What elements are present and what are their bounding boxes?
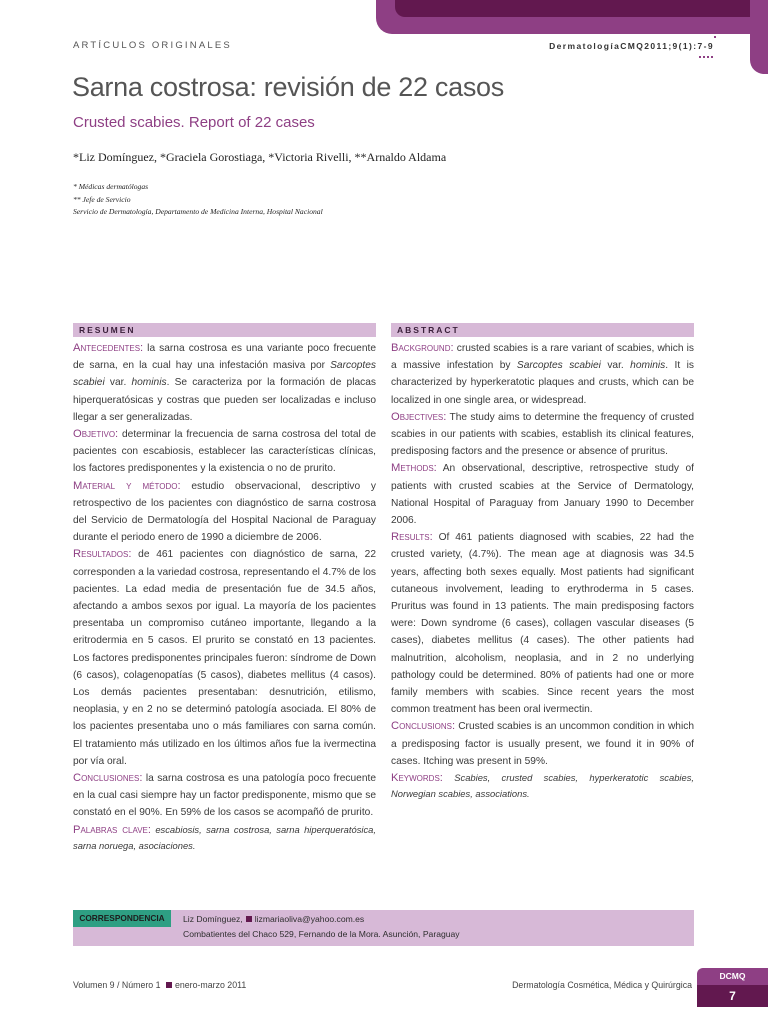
section-heading: Material y método: — [73, 479, 181, 492]
abstract-column — [391, 340, 694, 801]
resumen-column — [73, 340, 376, 853]
paragraph-text: crusted scabies is a rare variant of scabies, which is a massive infestation by — [391, 343, 694, 372]
journal-badge: DCMQ — [697, 968, 768, 985]
paragraph-text: Crusted scabies is an uncommon condition in which a predisposing factor is usually present, we found it in 90% of cases. Itching was present in 59%. — [391, 721, 694, 767]
resumen-metodo — [73, 478, 376, 547]
footer-issue — [73, 980, 246, 990]
paragraph-text: var. — [600, 360, 631, 372]
page-number: 7 — [697, 985, 768, 1007]
paragraph-text: la sarna costrosa es una variante poco frecuente de sarna, en la cual hay una infestación masiva por — [73, 343, 376, 372]
resumen-antecedentes — [73, 340, 376, 426]
paragraph-text: . It is characterized by hyperkeratotic plaques and crusts, which can be localized in one single area, or widespread. — [391, 360, 694, 406]
article-title: Sarna costrosa: revisión de 22 casos — [72, 72, 504, 102]
dotted-rule-vertical — [713, 20, 717, 40]
abstract-objectives — [391, 409, 694, 461]
correspondence-address: Combatientes del Chaco 529, Fernando de la Mora. Asunción, Paraguay — [183, 929, 460, 939]
resumen-resultados — [73, 546, 376, 770]
abstract-conclusions — [391, 718, 694, 770]
footer-period: enero-marzo 2011 — [174, 980, 247, 990]
resumen-conclusiones — [73, 770, 376, 822]
paragraph-text: estudio observacional, descriptivo y retrospectivo de los pacientes con diagnóstico de sarna costrosa del Servicio de Dermatología del Hospital Nacional de Paraguay durante el periodo enero de 1990 a diciembre de 2006. — [73, 480, 376, 544]
dotted-rule-horizontal — [699, 45, 715, 63]
species-name: Sarcoptes scabiei — [73, 360, 376, 389]
species-name: Sarcoptes scabiei — [516, 360, 601, 372]
correspondence-label: CORRESPONDENCIA — [73, 910, 171, 927]
correspondence-name: Liz Domínguez, — [183, 914, 243, 924]
footer-journal: Dermatología Cosmética, Médica y Quirúrgica — [512, 980, 692, 990]
resumen-palabras-clave — [73, 822, 376, 853]
abstract-methods — [391, 460, 694, 529]
correspondence-details — [183, 912, 460, 942]
affiliation-line: ** Jefe de Servicio — [73, 194, 131, 204]
affiliations — [73, 181, 473, 219]
paragraph-text: var. — [104, 377, 132, 389]
abstract-results — [391, 529, 694, 718]
section-heading: Antecedentes: — [73, 342, 144, 354]
author-list: *Liz Domínguez, *Graciela Gorostiaga, *Victoria Rivelli, **Arnaldo Aldama — [73, 150, 447, 164]
section-label: ARTÍCULOS ORIGINALES — [73, 40, 232, 51]
paragraph-text: The study aims to determine the frequency of crusted scabies in our patients with scabies, establish its clinical features, predisposing factors and the presence or absence of pruritus. — [391, 411, 694, 458]
affiliation-line: Servicio de Dermatología, Departamento de Medicina Interna, Hospital Nacional — [73, 207, 323, 217]
paragraph-text: Of 461 patients diagnosed with scabies, 22 had the crusted variety, (4.7%). The mean age at diagnosis was 34.5 years, affecting both sexes equally. Most patients had significant cutaneous involvement, leading to erythroderma in 5 cases. Pruritus was found in 13 patients. The main predisposing factors were: Down syndrome (6 cases), collagen vascular diseases (5 cases), diabetes mellitus (4 cases). The other patients had malnutrition, alcoholism, neoplasia, and in 2 no underlying pathology could be determined. 80% of patients had one or more family members with scabies. Since recent years the most common treatment has been oral ivermectin. — [391, 532, 694, 716]
section-heading: Methods: — [391, 462, 437, 475]
species-name: hominis — [630, 360, 666, 372]
section-heading: Objectives: — [391, 410, 447, 423]
affiliation-line: * Médicas dermatólogas — [73, 182, 149, 191]
square-bullet-icon — [246, 916, 252, 922]
correspondence-email[interactable]: lizmariaoliva@yahoo.com.es — [254, 914, 365, 924]
paragraph-text: de 461 pacientes con diagnóstico de sarna, 22 corresponden a la variedad costrosa, representando el 4.7% de los pacientes. La edad media de presentación fue de 34.5 años, afectando a ambos sexos por igual. La mayoría de los pacientes presentaba un compromiso cutáneo importante, llegando a la eritrodermia en 5 casos. El prurito se constató en 13 pacientes. Los factores predisponentes principales fueron: síndrome de Down (6 casos), colagenopatías (5 casos), diabetes mellitus (4 casos). Los demás pacientes presentaban: desnutrición, etilismo, neoplasia, y en 2 no se determinó patología asociada. El 80% de los pacientes presentaba uno o más familiares con sarna común. El tratamiento más utilizado en los últimos años fue la ivermectina por vía oral. — [73, 549, 376, 767]
section-heading: Conclusiones: — [73, 772, 143, 785]
paragraph-text: An observational, descriptive, retrospective study of patients with crusted scabies at the Service of Dermatology, National Hospital of Paraguay from January 1990 to December 2006. — [391, 463, 694, 527]
header-decoration-inner — [395, 0, 750, 17]
abstract-background — [391, 340, 694, 409]
species-name: hominis — [131, 377, 167, 389]
section-heading: Palabras clave: — [73, 823, 151, 836]
journal-citation: DermatologíaCMQ2011;9(1):7-9 — [549, 41, 714, 51]
paragraph-text: determinar la frecuencia de sarna costrosa del total de pacientes con escabiosis, establecer las características clínicas, los factores predisponentes y la existencia o no de prurito. — [73, 429, 376, 475]
abstract-keywords — [391, 770, 694, 801]
correspondence-contact — [183, 912, 460, 927]
article-subtitle: Crusted scabies. Report of 22 cases — [73, 114, 315, 131]
resumen-heading: RESUMEN — [73, 323, 376, 337]
paragraph-text: la sarna costrosa es una patología poco frecuente en la cual casi siempre hay un factor predisponente, mismo que se constató en el 90%. En 59% de los casos se acompañó de prurito. — [73, 773, 376, 819]
keyword-list: Scabies, crusted scabies, hyperkeratotic scabies, Norwegian scabies, associations. — [391, 772, 694, 800]
side-tab-decoration — [750, 20, 768, 74]
resumen-objetivo — [73, 426, 376, 478]
square-bullet-icon — [166, 982, 172, 988]
keyword-list: escabiosis, sarna costrosa, sarna hiperqueratósica, sarna noruega, asociaciones. — [73, 823, 376, 851]
abstract-heading: ABSTRACT — [391, 323, 694, 337]
section-heading: Objetivo: — [73, 428, 119, 441]
footer-volume: Volumen 9 / Número 1 — [73, 980, 161, 990]
section-heading: Conclusions: — [391, 720, 456, 733]
section-heading: Resultados: — [73, 548, 132, 561]
section-heading: Results: — [391, 531, 433, 544]
section-heading: Background: — [391, 342, 454, 354]
section-heading: Keywords: — [391, 772, 443, 785]
paragraph-text: . Se caracteriza por la formación de placas hiperqueratósicas y costras que pueden ser localizadas e incluso llegar a ser generalizadas. — [73, 377, 376, 423]
